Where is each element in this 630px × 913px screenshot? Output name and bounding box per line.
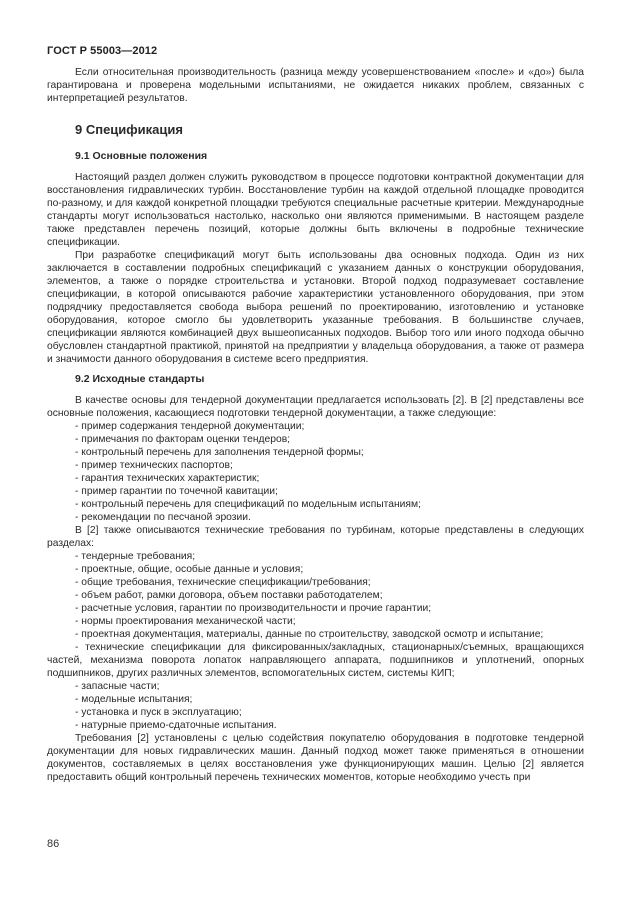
- list-item: - тендерные требования;: [75, 551, 196, 562]
- page-content: [47, 66, 584, 784]
- list-item: - модельные испытания;: [75, 694, 193, 705]
- list-item: - натурные приемо-сдаточные испытания.: [75, 720, 277, 731]
- doc-header: ГОСТ Р 55003—2012: [47, 45, 158, 57]
- list-item: - технические спецификации для фиксированных/закладных, стационарных/съемных, вращающихся частей, механизма поворота лопаток направляющего аппарата, подшипников и уплотнений, опорных подшипников, других различных элементов, вспомогательных систем, системы КИП;: [47, 642, 584, 679]
- list-item: - контрольный перечень для заполнения тендерной формы;: [75, 447, 364, 458]
- list-item: - рекомендации по песчаной эрозии.: [75, 512, 251, 523]
- paragraph: В [2] также описываются технические требования по турбинам, которые представлены в следующих разделах:: [47, 525, 584, 549]
- list-item: - запасные части;: [75, 681, 160, 692]
- intro-paragraph: Если относительная производительность (разница между усовершенствованием «после» и «до») была гарантирована и проверена модельными испытаниями, не ожидается никаких проблем, связанных с интерпретацией результатов.: [47, 67, 584, 104]
- section-title: 9 Спецификация: [75, 122, 183, 137]
- list-item: - проектные, общие, особые данные и условия;: [75, 564, 304, 575]
- list-3: [47, 680, 584, 732]
- list-item: - примечания по факторам оценки тендеров;: [75, 434, 291, 445]
- page-number: 86: [47, 838, 60, 850]
- list-item: - объем работ, рамки договора, объем поставки работодателем;: [75, 590, 383, 601]
- list-item: - нормы проектирования механической части;: [75, 616, 296, 627]
- list-2: [47, 550, 584, 680]
- paragraph: Настоящий раздел должен служить руководством в процессе подготовки контрактной документации для восстановления гидравлических турбин. Восстановление турбин на каждой отдельной площадке проводится по-разному, и для каждой конкретной площадки требуются специальные расчетные критерии. Международные стандарты могут использоваться настолько, насколько они являются применимыми. В настоящем разделе также представлен перечень позиций, которые должны быть включены в подробные технические спецификации.: [47, 172, 584, 248]
- list-item: - общие требования, технические спецификации/требования;: [75, 577, 371, 588]
- list-item: - гарантия технических характеристик;: [75, 473, 260, 484]
- list-item: - контрольный перечень для спецификаций по модельным испытаниям;: [75, 499, 421, 510]
- subsection-title-9-2: 9.2 Исходные стандарты: [75, 373, 205, 385]
- list-item: - пример технических паспортов;: [75, 460, 233, 471]
- list-1: [47, 420, 584, 524]
- paragraph: При разработке спецификаций могут быть использованы два основных подхода. Один из них заключается в составлении подробных спецификаций с указанием данных о конструкции оборудования, элементов, а также о порядке строительства и установки. Второй подход подразумевает составление спецификации, в которой описываются рабочие характеристики установленного оборудования, при этом подрядчику предоставляется свобода выбора решений по проектированию, изготовлению и установке оборудования, которое смогло бы удовлетворить указанные требования. В большинстве случаев, спецификации являются комбинацией двух вышеописанных подходов. Выбор того или иного подхода обычно обусловлен стандартной практикой, принятой на предприятии у владельца оборудования, а также от размера и значимости данного оборудования в системе всего предприятия.: [47, 250, 584, 365]
- paragraph: Требования [2] установлены с целью содействия покупателю оборудования в подготовке тендерной документации для новых гидравлических машин. Данный подход может также применяться в отношении документов, составляемых в целях восстановления уже функционирующих машин. Целью [2] является предоставить общий контрольный перечень технических моментов, которые необходимо учесть при: [47, 733, 584, 783]
- list-item: - проектная документация, материалы, данные по строительству, заводской осмотр и испытание;: [75, 629, 544, 640]
- list-item: - пример гарантии по точечной кавитации;: [75, 486, 278, 497]
- list-item: - расчетные условия, гарантии по производительности и прочие гарантии;: [75, 603, 432, 614]
- list-item: - пример содержания тендерной документации;: [75, 421, 305, 432]
- list-item: - установка и пуск в эксплуатацию;: [75, 707, 242, 718]
- subsection-title-9-1: 9.1 Основные положения: [75, 150, 208, 162]
- paragraph: В качестве основы для тендерной документации предлагается использовать [2]. В [2] представлены все основные положения, касающиеся подготовки тендерной документации, а также следующие:: [47, 395, 584, 419]
